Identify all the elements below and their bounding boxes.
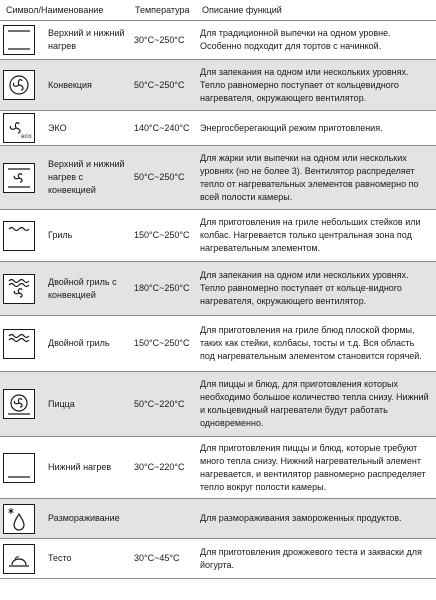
mode-name: Конвекция bbox=[44, 60, 131, 111]
mode-description: Для традиционной выпечки на одном уровне. Особенно подходит для тортов с начинкой. bbox=[194, 21, 436, 60]
mode-description: Для пиццы и блюд, для приготовления которых необходимо большое количество тепла снизу. Нижний и кольцевидный нагреватели будут работать одновременно. bbox=[194, 372, 436, 437]
mode-temperature: 150°C~250°C bbox=[131, 210, 194, 262]
header-symbol-name: Символ/Наименование bbox=[0, 0, 131, 21]
mode-description: Для приготовления пиццы и блюд, которые требуют много тепла снизу. Нижний нагревательный элемент нагревается, и вентилятор равномерно распределяет тепло вокруг полости камеры. bbox=[194, 437, 436, 499]
convection-fan-icon bbox=[3, 70, 35, 100]
top-bottom-heat-fan-icon bbox=[3, 163, 35, 193]
top-bottom-heat-icon bbox=[3, 25, 35, 55]
header-temperature: Температура bbox=[131, 0, 194, 21]
pizza-icon bbox=[3, 389, 35, 419]
mode-name: Гриль bbox=[44, 210, 131, 262]
table-row bbox=[0, 539, 436, 579]
mode-name: ЭКО bbox=[44, 111, 131, 146]
mode-temperature: 30°C~45°C bbox=[131, 539, 194, 579]
table-row bbox=[0, 111, 436, 146]
table-row bbox=[0, 60, 436, 111]
eco-fan-icon bbox=[3, 113, 35, 143]
mode-description: Для приготовления дрожжевого теста и закваски для йогурта. bbox=[194, 539, 436, 579]
grill-icon bbox=[3, 221, 35, 251]
mode-name: Двойной гриль bbox=[44, 316, 131, 372]
table-row bbox=[0, 316, 436, 372]
mode-name: Размораживание bbox=[44, 499, 131, 539]
defrost-icon bbox=[3, 504, 35, 534]
dough-proof-icon bbox=[3, 544, 35, 574]
mode-temperature: 30°C~220°C bbox=[131, 437, 194, 499]
header-description: Описание функций bbox=[194, 0, 436, 21]
mode-description: Для запекания на одном или нескольких уровнях. Тепло равномерно поступает от кольце-видного нагревателя, окружающего вентилятор. bbox=[194, 262, 436, 316]
mode-description: Для жарки или выпечки на одном или нескольких уровнях (но не более 3). Вентилятор распределяет тепло от нагревательных элементов равномерно по всей полости камеры. bbox=[194, 146, 436, 210]
mode-temperature: 50°C~250°C bbox=[131, 146, 194, 210]
mode-temperature: 50°C~250°C bbox=[131, 60, 194, 111]
mode-temperature: 30°C~250°C bbox=[131, 21, 194, 60]
mode-temperature bbox=[131, 499, 194, 539]
double-grill-icon bbox=[3, 329, 35, 359]
mode-temperature: 150°C~250°C bbox=[131, 316, 194, 372]
mode-temperature: 50°C~220°C bbox=[131, 372, 194, 437]
mode-description: Для приготовления на гриле небольших стейков или колбас. Нагревается только центральная зона под нагревательным элементом. bbox=[194, 210, 436, 262]
double-grill-fan-icon bbox=[3, 274, 35, 304]
mode-description: Для приготовления на гриле блюд плоской формы, таких как стейки, колбасы, тосты и т.д. Вся область под нагревательным элементом становится горячей. bbox=[194, 316, 436, 372]
table-row bbox=[0, 146, 436, 210]
mode-name: Тесто bbox=[44, 539, 131, 579]
mode-temperature: 140°C~240°C bbox=[131, 111, 194, 146]
table-row bbox=[0, 262, 436, 316]
mode-name: Нижний нагрев bbox=[44, 437, 131, 499]
table-row bbox=[0, 21, 436, 60]
table-row bbox=[0, 210, 436, 262]
table-row bbox=[0, 499, 436, 539]
mode-description: Для запекания на одном или нескольких уровнях. Тепло равномерно поступает от кольцевидного нагревателя, окружающего вентилятор. bbox=[194, 60, 436, 111]
mode-description: Для размораживания замороженных продуктов. bbox=[194, 499, 436, 539]
table-row bbox=[0, 372, 436, 437]
mode-name: Пицца bbox=[44, 372, 131, 437]
mode-name: Двойной гриль с конвекцией bbox=[44, 262, 131, 316]
bottom-heat-icon bbox=[3, 453, 35, 483]
mode-temperature: 180°C~250°C bbox=[131, 262, 194, 316]
table-header-row bbox=[0, 0, 436, 21]
svg-text:eco: eco bbox=[21, 133, 32, 140]
mode-name: Верхний и нижний нагрев bbox=[44, 21, 131, 60]
table-row bbox=[0, 437, 436, 499]
mode-name: Верхний и нижний нагрев с конвекцией bbox=[44, 146, 131, 210]
mode-description: Энергосберегающий режим приготовления. bbox=[194, 111, 436, 146]
